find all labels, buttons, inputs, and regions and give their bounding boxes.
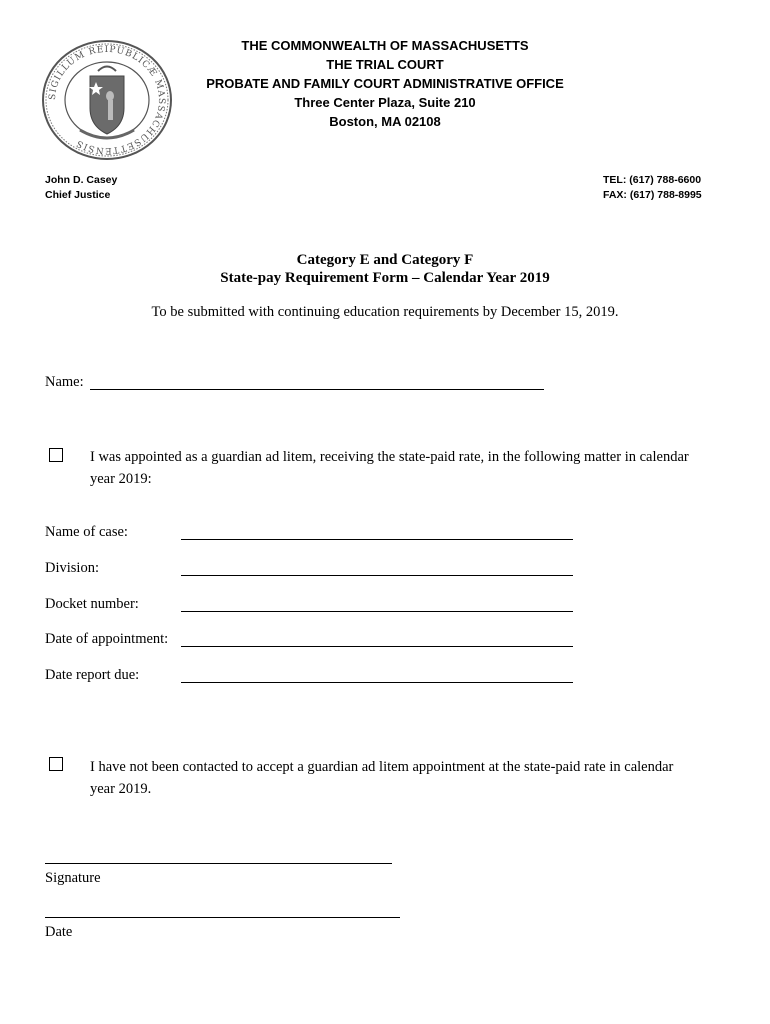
form-title: Category E and Category F: [296, 252, 474, 268]
header-line-city: Boston, MA 02108: [329, 114, 441, 129]
not-contacted-statement-line1: I have not been contacted to accept a guardian ad litem appointment at the state-paid rate in calendar: [90, 759, 674, 775]
seal-text: SIGILLUM REIPUBLICÆ MASSACHUSETTENSIS: [47, 44, 167, 156]
division-input-line[interactable]: [181, 575, 573, 576]
appointed-checkbox[interactable]: [49, 448, 63, 462]
submission-instruction: To be submitted with continuing education requirements by December 15, 2019.: [151, 304, 619, 320]
not-contacted-checkbox[interactable]: [49, 757, 63, 771]
form-subtitle: State-pay Requirement Form – Calendar Year 2019: [220, 270, 550, 286]
fax: FAX: (617) 788-8995: [603, 189, 702, 201]
name-of-case-label: Name of case:: [45, 524, 128, 540]
header-line-address: Three Center Plaza, Suite 210: [294, 95, 476, 110]
header-line-commonwealth: THE COMMONWEALTH OF MASSACHUSETTS: [241, 38, 529, 53]
docket-number-input-line[interactable]: [181, 611, 573, 612]
date-input-line[interactable]: [45, 917, 400, 918]
signature-label: Signature: [45, 870, 101, 886]
header-line-office: PROBATE AND FAMILY COURT ADMINISTRATIVE OFFICE: [206, 76, 564, 91]
date-of-appointment-input-line[interactable]: [181, 646, 573, 647]
telephone: TEL: (617) 788-6600: [603, 174, 702, 186]
docket-number-label: Docket number:: [45, 596, 139, 612]
name-of-case-input-line[interactable]: [181, 539, 573, 540]
date-label: Date: [45, 924, 73, 940]
signature-input-line[interactable]: [45, 863, 392, 864]
header-line-trial-court: THE TRIAL COURT: [326, 57, 444, 72]
massachusetts-seal-icon: [40, 38, 174, 162]
date-of-appointment-label: Date of appointment:: [45, 631, 169, 647]
date-report-due-input-line[interactable]: [181, 682, 573, 683]
not-contacted-statement-line2: year 2019.: [90, 781, 152, 797]
date-report-due-label: Date report due:: [45, 667, 140, 683]
name-label: Name:: [45, 374, 84, 390]
appointed-statement-line2: year 2019:: [90, 471, 152, 487]
name-input-line[interactable]: [90, 389, 544, 390]
appointed-statement-line1: I was appointed as a guardian ad litem, receiving the state-paid rate, in the following matter in calendar: [90, 449, 689, 465]
chief-justice-name: John D. Casey: [45, 174, 118, 186]
chief-justice-title: Chief Justice: [45, 189, 111, 201]
division-label: Division:: [45, 560, 99, 576]
